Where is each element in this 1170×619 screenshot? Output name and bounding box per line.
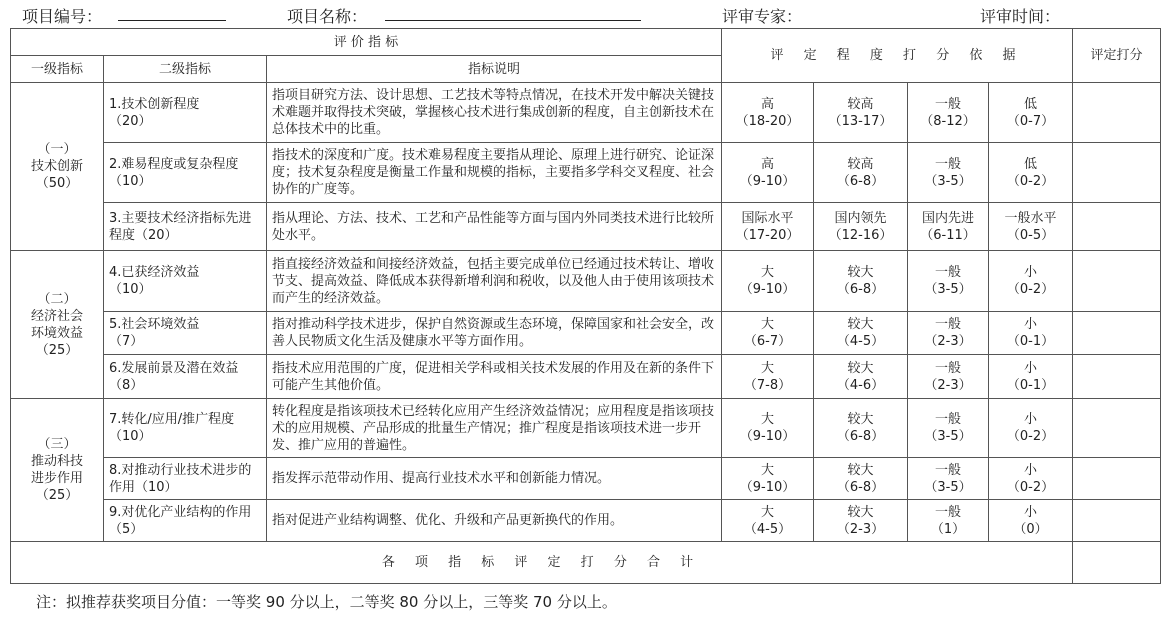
- grade-cell: 一般 （2-3）: [908, 312, 989, 355]
- grade-cell: 一般 （8-12）: [908, 83, 989, 143]
- grade-cell: 一般 （3-5）: [908, 251, 989, 312]
- grade-cell: 大 （9-10）: [722, 251, 814, 312]
- score-input-cell[interactable]: [1073, 203, 1161, 251]
- grade-cell: 一般 （2-3）: [908, 355, 989, 399]
- level2-cell: 4.已获经济效益 （10）: [104, 251, 267, 312]
- desc-cell: 指技术的深度和广度。技术难易程度主要指从理论、原理上进行研究、论证深度；技术复杂程度是衡量工作量和规模的指标，主要指多学科交叉程度、社会协作的广度等。: [267, 143, 722, 203]
- grade-cell: 小 （0-2）: [989, 399, 1073, 458]
- grade-cell: 较大 （2-3）: [814, 500, 908, 542]
- score-input-cell[interactable]: [1073, 143, 1161, 203]
- desc-cell: 指对推动科学技术进步，保护自然资源或生态环境，保障国家和社会安全，改善人民物质文化生活及健康水平等方面作用。: [267, 312, 722, 355]
- grade-cell: 较大 （4-6）: [814, 355, 908, 399]
- grade-cell: 小 （0）: [989, 500, 1073, 542]
- grade-cell: 较大 （6-8）: [814, 251, 908, 312]
- footnote: 注：拟推荐获奖项目分值：一等奖 90 分以上，二等奖 80 分以上，三等奖 70 分以上。: [36, 593, 617, 611]
- grade-cell: 国内领先 （12-16）: [814, 203, 908, 251]
- grade-cell: 一般 （1）: [908, 500, 989, 542]
- level1-cell: （二） 经济社会 环境效益 （25）: [11, 251, 104, 399]
- level1-cell: （三） 推动科技 进步作用 （25）: [11, 399, 104, 542]
- table-row: [11, 143, 1161, 203]
- grade-cell: 一般 （3-5）: [908, 399, 989, 458]
- grade-cell: 低 （0-7）: [989, 83, 1073, 143]
- grade-cell: 一般 （3-5）: [908, 458, 989, 500]
- total-score-cell[interactable]: [1073, 542, 1161, 584]
- desc-cell: 转化程度是指该项技术已经转化应用产生经济效益情况；应用程度是指该项技术的应用规模、产品形成的批量生产情况；推广程度是指该项技术进一步开发、推广应用的普遍性。: [267, 399, 722, 458]
- score-input-cell[interactable]: [1073, 355, 1161, 399]
- project-name-label: 项目名称：: [287, 7, 368, 26]
- level2-cell: 8.对推动行业技术进步的作用（10）: [104, 458, 267, 500]
- level2-cell: 2.难易程度或复杂程度（10）: [104, 143, 267, 203]
- eval-index-header: 评 价 指 标: [11, 29, 722, 56]
- level2-cell: 5.社会环境效益 （7）: [104, 312, 267, 355]
- grade-cell: 较高 （13-17）: [814, 83, 908, 143]
- grade-cell: 大 （4-5）: [722, 500, 814, 542]
- desc-cell: 指对促进产业结构调整、优化、升级和产品更新换代的作用。: [267, 500, 722, 542]
- desc-cell: 指从理论、方法、技术、工艺和产品性能等方面与国内外同类技术进行比较所处水平。: [267, 203, 722, 251]
- level2-cell: 7.转化/应用/推广程度（10）: [104, 399, 267, 458]
- score-input-cell[interactable]: [1073, 458, 1161, 500]
- grade-cell: 较大 （6-8）: [814, 399, 908, 458]
- grade-cell: 大 （6-7）: [722, 312, 814, 355]
- basis-header: 评 定 程 度 打 分 依 据: [722, 29, 1073, 83]
- grade-cell: 大 （7-8）: [722, 355, 814, 399]
- grade-cell: 小 （0-1）: [989, 355, 1073, 399]
- score-input-cell[interactable]: [1073, 83, 1161, 143]
- table-row: [11, 312, 1161, 355]
- level2-cell: 3.主要技术经济指标先进程度（20）: [104, 203, 267, 251]
- score-input-cell[interactable]: [1073, 312, 1161, 355]
- level1-cell: （一） 技术创新 （50）: [11, 83, 104, 251]
- grade-cell: 较高 （6-8）: [814, 143, 908, 203]
- score-header: 评定打分: [1073, 29, 1161, 83]
- grade-cell: 高 （18-20）: [722, 83, 814, 143]
- table-row: [11, 251, 1161, 312]
- desc-header: 指标说明: [267, 56, 722, 83]
- evaluation-table: [10, 28, 1161, 584]
- level2-cell: 6.发展前景及潜在效益（8）: [104, 355, 267, 399]
- level2-cell: 9.对优化产业结构的作用（5）: [104, 500, 267, 542]
- score-input-cell[interactable]: [1073, 500, 1161, 542]
- grade-cell: 国内先进 （6-11）: [908, 203, 989, 251]
- time-label: 评审时间：: [980, 7, 1061, 26]
- level2-cell: 1.技术创新程度 （20）: [104, 83, 267, 143]
- grade-cell: 国际水平 （17-20）: [722, 203, 814, 251]
- desc-cell: 指直接经济效益和间接经济效益，包括主要完成单位已经通过技术转让、增收节支、提高效益、降低成本获得新增利润和税收，以及他人由于使用该项技术而产生的经济效益。: [267, 251, 722, 312]
- form-header: [0, 4, 1170, 26]
- level1-header: 一级指标: [11, 56, 104, 83]
- table-row: [11, 399, 1161, 458]
- grade-cell: 小 （0-1）: [989, 312, 1073, 355]
- grade-cell: 较大 （6-8）: [814, 458, 908, 500]
- score-input-cell[interactable]: [1073, 399, 1161, 458]
- grade-cell: 小 （0-2）: [989, 458, 1073, 500]
- grade-cell: 高 （9-10）: [722, 143, 814, 203]
- table-row: [11, 355, 1161, 399]
- level2-header: 二级指标: [104, 56, 267, 83]
- table-row: [11, 500, 1161, 542]
- grade-cell: 一般 （3-5）: [908, 143, 989, 203]
- table-row: [11, 458, 1161, 500]
- grade-cell: 低 （0-2）: [989, 143, 1073, 203]
- grade-cell: 一般水平 （0-5）: [989, 203, 1073, 251]
- total-row-label: 各 项 指 标 评 定 打 分 合 计: [11, 542, 1073, 584]
- project-name-field[interactable]: [385, 4, 641, 21]
- score-input-cell[interactable]: [1073, 251, 1161, 312]
- grade-cell: 大 （9-10）: [722, 399, 814, 458]
- desc-cell: 指发挥示范带动作用、提高行业技术水平和创新能力情况。: [267, 458, 722, 500]
- desc-cell: 指项目研究方法、设计思想、工艺技术等特点情况，在技术开发中解决关键技术难题并取得技术突破，掌握核心技术进行集成创新的程度，自主创新技术在总体技术中的比重。: [267, 83, 722, 143]
- table-row: [11, 83, 1161, 143]
- table-row: [11, 203, 1161, 251]
- grade-cell: 大 （9-10）: [722, 458, 814, 500]
- project-no-label: 项目编号：: [22, 7, 103, 26]
- grade-cell: 较大 （4-5）: [814, 312, 908, 355]
- expert-label: 评审专家：: [722, 7, 803, 26]
- project-no-field[interactable]: [118, 4, 226, 21]
- desc-cell: 指技术应用范围的广度，促进相关学科或相关技术发展的作用及在新的条件下可能产生其他价值。: [267, 355, 722, 399]
- grade-cell: 小 （0-2）: [989, 251, 1073, 312]
